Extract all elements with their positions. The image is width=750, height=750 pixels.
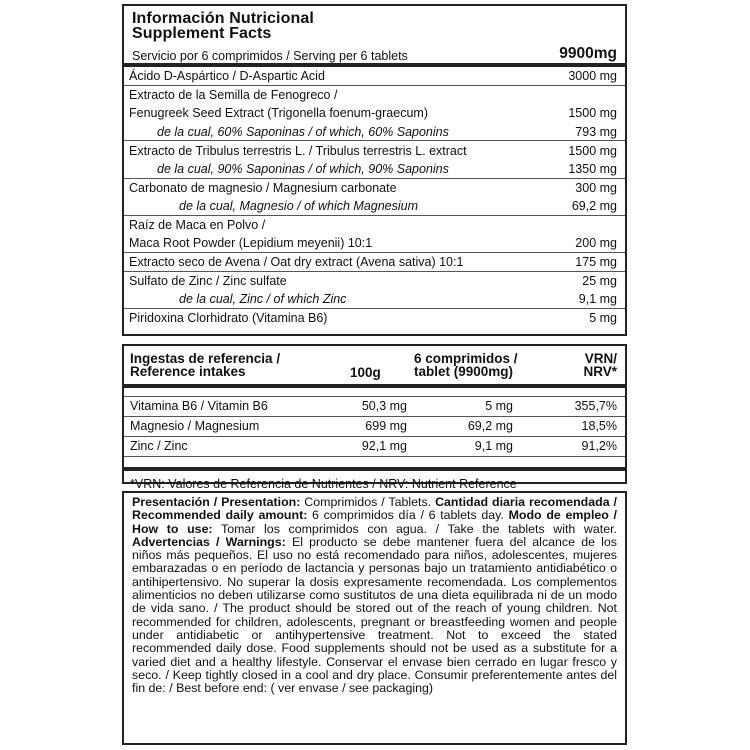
intakes-header xyxy=(124,346,625,388)
intakes-header-col1-line1: Ingestas de referencia / xyxy=(130,351,281,366)
warnings-label: Advertencias / Warnings: xyxy=(132,534,286,549)
facts-row xyxy=(124,160,625,179)
facts-row-value: 1350 mg xyxy=(568,161,617,176)
facts-row-label: Piridoxina Clorhidrato (Vitamina B6) xyxy=(129,311,328,326)
facts-row xyxy=(124,197,625,216)
serving-label: Servicio por 6 comprimidos / Serving per 6 tablets xyxy=(132,49,408,63)
intakes-row-per100g: 92,1 mg xyxy=(361,439,407,453)
facts-row-value: 200 mg xyxy=(575,236,617,251)
facts-row-value: 25 mg xyxy=(582,273,617,288)
facts-row-label: Carbonato de magnesio / Magnesium carbonate xyxy=(129,180,397,195)
facts-row xyxy=(124,86,625,105)
facts-row-label: de la cual, 60% Saponinas / of which, 60% Saponins xyxy=(157,124,449,139)
intakes-header-col4-line1: VRN/ xyxy=(584,351,617,366)
facts-row-label: Extracto de Tribulus terrestris L. / Tribulus terrestris L. extract xyxy=(129,143,467,158)
facts-row xyxy=(124,104,625,123)
intakes-rows xyxy=(124,396,625,457)
facts-row xyxy=(124,179,625,198)
reference-intakes-panel xyxy=(122,344,627,491)
intakes-header-col3-line1: 6 comprimidos / xyxy=(414,351,518,366)
how-to-use-label: Modo de empleo / How to use: xyxy=(132,508,617,536)
facts-row-label: Extracto seco de Avena / Oat dry extract (Avena sativa) 10:1 xyxy=(129,254,464,269)
facts-title xyxy=(124,6,625,41)
intakes-row-per-serving: 9,1 mg xyxy=(474,439,513,453)
intakes-header-col4 xyxy=(583,352,617,378)
daily-amount-label: Cantidad diaria recomendada / Recommended daily amount: xyxy=(132,495,617,523)
intakes-row xyxy=(124,397,625,417)
intakes-row-per100g: 699 mg xyxy=(365,419,407,433)
facts-row-value: 300 mg xyxy=(575,180,617,195)
facts-row xyxy=(124,290,625,309)
facts-row-label: de la cual, 90% Saponinas / of which, 90% Saponins xyxy=(157,161,449,176)
facts-row xyxy=(124,123,625,142)
facts-row-label: de la cual, Magnesio / of which Magnesium xyxy=(179,198,419,213)
product-info-text xyxy=(124,493,625,695)
facts-row-label: Ácido D-Aspártico / D-Aspartic Acid xyxy=(129,68,325,83)
facts-row-label: Maca Root Powder (Lepidium meyenii) 10:1 xyxy=(129,236,373,251)
intakes-header-col1 xyxy=(130,352,280,378)
facts-row xyxy=(124,216,625,235)
facts-row xyxy=(124,67,625,86)
facts-row xyxy=(124,309,625,328)
product-info-panel xyxy=(122,491,627,745)
supplement-facts-panel xyxy=(122,4,627,336)
facts-row-value: 1500 mg xyxy=(568,106,617,121)
facts-row-value: 793 mg xyxy=(575,124,617,139)
serving-row xyxy=(124,41,625,67)
intakes-row-nrv: 91,2% xyxy=(581,439,617,453)
facts-row-label: Fenugreek Seed Extract (Trigonella foenum-graecum) xyxy=(129,106,428,121)
facts-title-es: Información Nutricional xyxy=(132,10,314,27)
intakes-row-per100g: 50,3 mg xyxy=(361,399,407,413)
facts-row-value: 69,2 mg xyxy=(571,198,617,213)
intakes-row-name: Magnesio / Magnesium xyxy=(130,419,260,433)
facts-row-value: 9,1 mg xyxy=(578,291,617,306)
intakes-row-per-serving: 69,2 mg xyxy=(467,419,513,433)
facts-row xyxy=(124,141,625,160)
facts-row xyxy=(124,253,625,272)
intakes-row xyxy=(124,437,625,457)
facts-row xyxy=(124,234,625,253)
facts-row-label: Sulfato de Zinc / Zinc sulfate xyxy=(129,273,287,288)
intakes-row-nrv: 355,7% xyxy=(574,399,617,413)
intakes-row-nrv: 18,5% xyxy=(581,419,617,433)
facts-row-value: 5 mg xyxy=(589,311,617,326)
intakes-header-col3-line2: tablet (9900mg) xyxy=(414,364,514,379)
daily-amount-text: 6 comprimidos día / 6 tablets day. xyxy=(307,508,509,523)
warnings-text: El producto se debe mantener fuera del alcance de los niños más pequeños. El uso no está recomendado para niños, adolescentes, mujeres embarazadas o en período de lactancia y personas bajo un tratamiento antidiabético o antihipertensivo. No superar la dosis expresamente recomendada. Los complementos alimenticios no deben utilizarse como sustitutos de una dieta equilibrada ni de un modo de vida sano. / The product should be stored out of the reach of young children. Not recommended for children, adolescents, pregnant or breastfeeding women and people under antidiabetic or antihypertensive treatment. Not to exceed the stated recommended daily dose. Food supplements should not be used as a substitute for a varied diet and a healthy lifestyle. Conservar el envase bien cerrado en lugar fresco y seco. / Keep tightly closed in a cool and dry place. Consumir preferentemente antes del fin de: / Best before end: ( ver envase / see packaging) xyxy=(132,534,618,696)
intakes-row-name: Vitamina B6 / Vitamin B6 xyxy=(130,399,268,413)
facts-rows xyxy=(124,67,625,327)
serving-amount: 9900mg xyxy=(559,45,617,62)
facts-row xyxy=(124,272,625,291)
facts-row-label: Raíz de Maca en Polvo / xyxy=(129,218,266,233)
facts-row-value: 175 mg xyxy=(575,254,617,269)
intakes-header-col3 xyxy=(414,352,518,378)
intakes-header-col2: 100g xyxy=(350,365,381,380)
intakes-row-per-serving: 5 mg xyxy=(485,399,513,413)
how-to-use-text: Tomar los comprimidos con agua. / Take the tablets with water. xyxy=(212,521,617,536)
intakes-header-col1-line2: Reference intakes xyxy=(130,364,246,379)
intakes-header-col4-line2: NRV* xyxy=(583,364,617,379)
intakes-row xyxy=(124,417,625,437)
facts-row-label: de la cual, Zinc / of which Zinc xyxy=(179,291,347,306)
facts-row-label: Extracto de la Semilla de Fenogreco / xyxy=(129,87,338,102)
intakes-footnote: *VRN: Valores de Referencia de Nutrientes / NRV: Nutrient Reference xyxy=(124,467,625,493)
presentation-text: Comprimidos / Tablets. xyxy=(300,495,436,509)
intakes-row-name: Zinc / Zinc xyxy=(130,439,188,453)
facts-row-value: 3000 mg xyxy=(568,68,617,83)
presentation-label: Presentación / Presentation: xyxy=(132,495,301,509)
facts-title-en: Supplement Facts xyxy=(132,25,272,42)
facts-row-value: 1500 mg xyxy=(568,143,617,158)
